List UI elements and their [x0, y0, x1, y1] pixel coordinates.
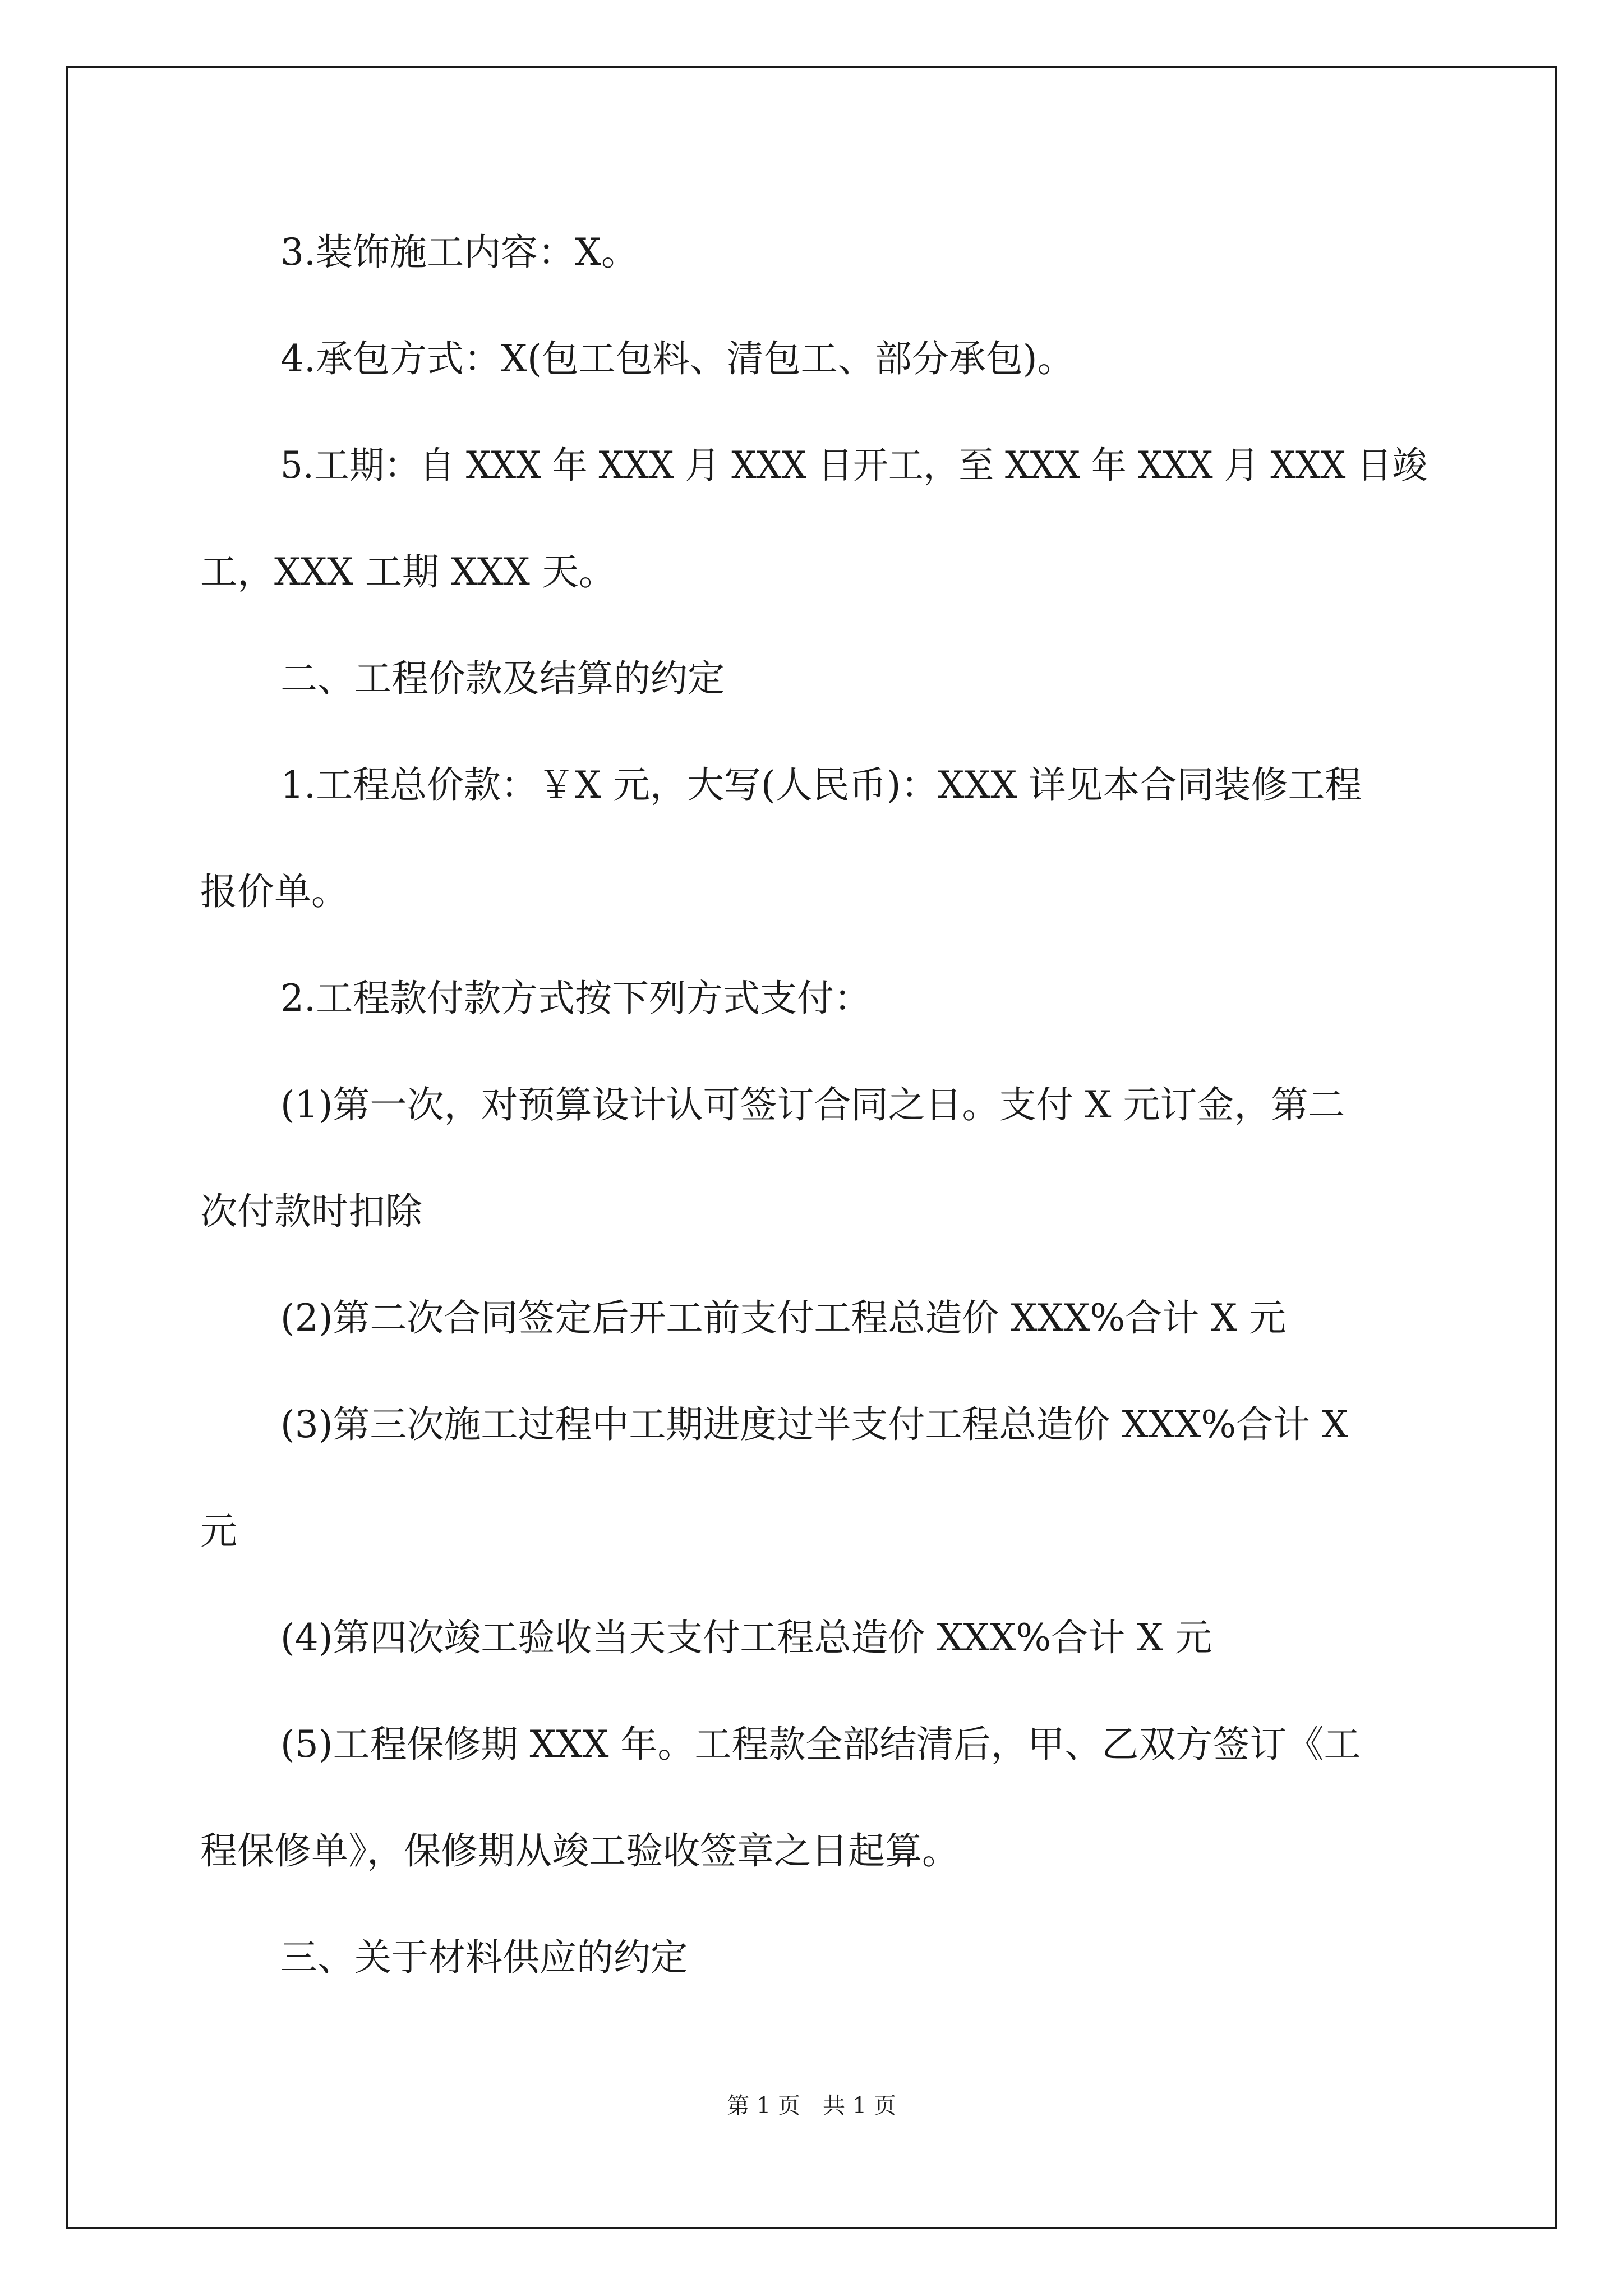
paragraph-line: 5.工期：自 XXX 年 XXX 月 XXX 日开工，至 XXX 年 XXX 月 XXX 日竣 — [280, 444, 1427, 487]
paragraph-line: 2.工程款付款方式按下列方式支付： — [280, 977, 871, 1020]
paragraph-line: (4)第四次竣工验收当天支付工程总造价 XXX%合计 X 元 — [280, 1616, 1212, 1659]
page-border — [66, 66, 1557, 2229]
paragraph-line: 次付款时扣除 — [200, 1190, 422, 1233]
paragraph-line: 4.承包方式：X(包工包料、清包工、部分承包)。 — [280, 337, 1075, 380]
page-footer: 第 1 页 共 1 页 — [727, 2093, 896, 2119]
paragraph-line: 3.装饰施工内容：X。 — [280, 231, 638, 274]
paragraph-line: (2)第二次合同签定后开工前支付工程总造价 XXX%合计 X 元 — [280, 1296, 1287, 1340]
paragraph-line: 工，XXX 工期 XXX 天。 — [200, 550, 616, 593]
section-heading: 三、关于材料供应的约定 — [280, 1936, 688, 1979]
paragraph-line: (5)工程保修期 XXX 年。工程款全部结清后，甲、乙双方签订《工 — [280, 1723, 1361, 1766]
paragraph-line: 元 — [200, 1510, 237, 1553]
section-heading: 二、工程价款及结算的约定 — [280, 657, 725, 700]
paragraph-line: 1.工程总价款：￥X 元，大写(人民币)：XXX 详见本合同装修工程 — [280, 763, 1362, 807]
paragraph-line: 程保修单》，保修期从竣工验收签章之日起算。 — [200, 1829, 959, 1872]
paragraph-line: (3)第三次施工过程中工期进度过半支付工程总造价 XXX%合计 X — [280, 1403, 1349, 1446]
paragraph-line: (1)第一次，对预算设计认可签订合同之日。支付 X 元订金，第二 — [280, 1083, 1345, 1126]
paragraph-line: 报价单。 — [200, 870, 348, 913]
